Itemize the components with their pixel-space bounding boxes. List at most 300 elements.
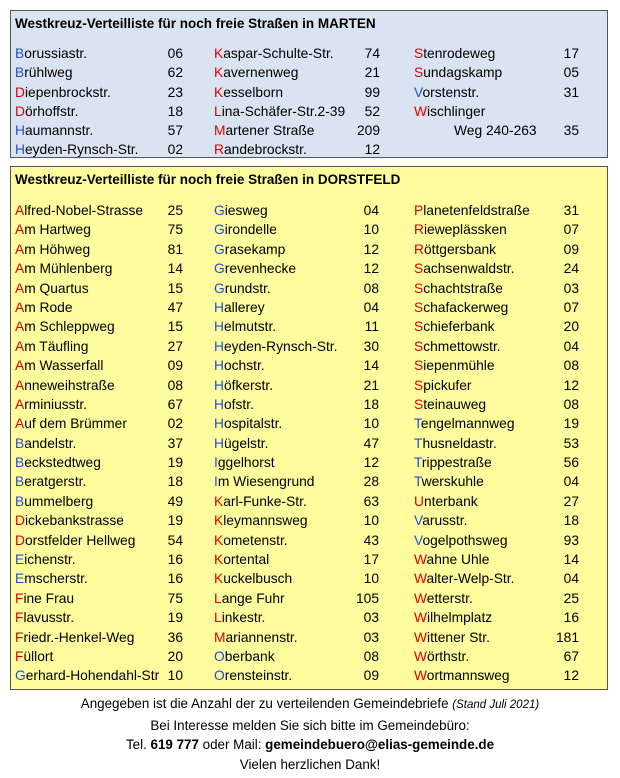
street-initial: A xyxy=(15,280,25,296)
street-count: 04 xyxy=(363,299,379,315)
street-count: 20 xyxy=(563,319,579,335)
street-row xyxy=(15,376,183,395)
street-initial: S xyxy=(414,261,424,277)
street-initial: H xyxy=(214,319,224,335)
street-initial: H xyxy=(214,377,224,393)
street-name: Mariannenstr. xyxy=(214,629,298,645)
street-name: Unterbank xyxy=(414,493,478,509)
street-initial: S xyxy=(414,358,424,374)
street-name: Weg 240-263 xyxy=(454,123,537,139)
street-row xyxy=(15,608,183,627)
street-row xyxy=(15,414,183,433)
street-name: Emscherstr. xyxy=(15,571,88,587)
street-initial: F xyxy=(15,629,24,645)
footer-count-note: Angegeben ist die Anzahl der zu verteilenden Gemeindebriefe xyxy=(80,696,453,711)
street-row xyxy=(15,589,183,608)
street-name: Randebrockstr. xyxy=(214,142,307,158)
street-count: 56 xyxy=(563,455,579,471)
street-count: 67 xyxy=(167,396,183,412)
street-row xyxy=(414,220,579,239)
street-name: Dickebankstrasse xyxy=(15,513,124,529)
street-row xyxy=(15,279,183,298)
street-count: 12 xyxy=(563,668,579,684)
street-initial: H xyxy=(214,396,224,412)
street-name: Hospitalstr. xyxy=(214,416,283,432)
street-count: 36 xyxy=(167,629,183,645)
street-count: 09 xyxy=(167,358,183,374)
street-initial: F xyxy=(15,610,24,626)
street-name: Am Mühlenberg xyxy=(15,261,113,277)
street-initial: B xyxy=(15,46,25,61)
street-name: Kometenstr. xyxy=(214,532,288,548)
street-count: 181 xyxy=(555,629,579,645)
street-count: 15 xyxy=(167,280,183,296)
street-initial: H xyxy=(214,358,224,374)
street-row xyxy=(214,201,379,220)
street-row xyxy=(214,395,379,414)
street-count: 18 xyxy=(363,396,379,412)
footer-tel-label: Tel. xyxy=(125,737,151,752)
street-initial: V xyxy=(414,84,423,100)
street-row xyxy=(214,492,379,511)
street-initial: A xyxy=(15,377,25,393)
street-name: Röttgersbank xyxy=(414,241,497,257)
street-row xyxy=(214,453,379,472)
street-name: Hallerey xyxy=(214,299,265,315)
street-name: Bummelberg xyxy=(15,493,94,509)
street-count: 47 xyxy=(363,435,379,451)
street-name: Martener Straße xyxy=(214,123,315,139)
street-name: Wortmannsweg xyxy=(414,668,510,684)
street-count: 27 xyxy=(167,338,183,354)
street-count: 18 xyxy=(563,513,579,529)
street-name: Vogelpothsweg xyxy=(414,532,508,548)
street-count: 12 xyxy=(363,455,379,471)
street-name: Haumannstr. xyxy=(15,123,94,139)
street-initial: B xyxy=(15,474,25,490)
street-count: 31 xyxy=(563,203,579,218)
street-name: Siepenmühle xyxy=(414,358,495,374)
street-initial: I xyxy=(214,455,218,471)
street-initial: W xyxy=(414,103,428,119)
street-row xyxy=(214,472,379,491)
street-row xyxy=(214,298,379,317)
street-initial: F xyxy=(15,590,24,606)
street-row xyxy=(414,83,579,102)
street-initial: S xyxy=(414,377,424,393)
footer-line-4: Vielen herzlichen Dank! xyxy=(239,756,381,772)
street-initial: S xyxy=(414,46,424,61)
street-count: 67 xyxy=(563,648,579,664)
street-name: Lina-Schäfer-Str.2-39 xyxy=(214,103,346,119)
street-name: Wetterstr. xyxy=(414,590,473,606)
street-count: 43 xyxy=(363,532,379,548)
street-name: Tengelmannweg xyxy=(414,416,515,432)
street-initial: A xyxy=(15,241,25,257)
street-row xyxy=(214,569,379,588)
street-initial: T xyxy=(414,474,422,490)
street-name: Varusstr. xyxy=(414,513,468,529)
marten-street-list xyxy=(10,10,608,158)
street-count: 15 xyxy=(167,319,183,335)
street-count: 09 xyxy=(363,668,379,684)
street-row xyxy=(414,569,579,588)
marten-column-3 xyxy=(414,44,579,140)
street-name: Dorstfelder Hellweg xyxy=(15,532,136,548)
street-row xyxy=(214,628,379,647)
street-count: 03 xyxy=(363,610,379,626)
street-initial: A xyxy=(15,416,25,432)
street-name: Schieferbank xyxy=(414,319,495,335)
street-row xyxy=(214,356,379,375)
street-name: Wilhelmplatz xyxy=(414,610,493,626)
street-row xyxy=(214,121,380,140)
street-name: Vorstenstr. xyxy=(414,84,480,100)
street-count: 74 xyxy=(364,46,380,61)
street-row xyxy=(414,240,579,259)
street-name: Wahne Uhle xyxy=(414,552,490,568)
street-name: Grasekamp xyxy=(214,241,286,257)
street-count: 24 xyxy=(563,261,579,277)
street-count: 08 xyxy=(167,377,183,393)
street-count: 52 xyxy=(364,103,380,119)
street-count: 02 xyxy=(167,142,183,158)
street-row xyxy=(414,511,579,530)
street-row xyxy=(414,63,579,82)
street-count: 30 xyxy=(363,338,379,354)
street-count: 04 xyxy=(363,203,379,218)
street-name: Lange Fuhr xyxy=(214,590,285,606)
street-initial: R xyxy=(414,241,424,257)
street-count: 19 xyxy=(563,416,579,432)
street-row xyxy=(414,647,579,666)
footer-line-2: Bei Interesse melden Sie sich bitte im Gemeindebüro: xyxy=(150,717,470,733)
street-name: Beratgerstr. xyxy=(15,474,87,490)
street-row xyxy=(214,259,379,278)
street-count: 47 xyxy=(167,299,183,315)
street-name: Füllort xyxy=(15,648,54,664)
street-name: Eichenstr. xyxy=(15,552,76,568)
street-initial: A xyxy=(15,396,25,412)
street-count: 37 xyxy=(167,435,183,451)
street-count: 93 xyxy=(563,532,579,548)
street-count: 05 xyxy=(563,65,579,81)
street-row xyxy=(214,414,379,433)
street-count: 03 xyxy=(563,280,579,296)
marten-title: Westkreuz-Verteilliste für noch freie Straßen in MARTEN xyxy=(15,16,376,31)
street-initial: H xyxy=(15,142,25,158)
street-name: Kavernenweg xyxy=(214,65,299,81)
street-initial: W xyxy=(414,629,428,645)
street-row xyxy=(15,550,183,569)
street-count: 10 xyxy=(363,416,379,432)
street-initial: W xyxy=(414,648,428,664)
street-row xyxy=(414,666,579,685)
street-initial: K xyxy=(214,65,224,81)
marten-column-2 xyxy=(214,44,380,160)
street-name: Arminiusstr. xyxy=(15,396,88,412)
street-row xyxy=(414,434,579,453)
street-count: 25 xyxy=(167,203,183,218)
street-row xyxy=(414,201,579,220)
street-initial: B xyxy=(15,455,25,471)
street-count: 03 xyxy=(363,629,379,645)
street-count: 02 xyxy=(167,416,183,432)
street-row xyxy=(414,298,579,317)
street-row xyxy=(214,44,380,63)
street-name: Walter-Welp-Str. xyxy=(414,571,515,587)
dorstfeld-column-1 xyxy=(15,201,183,686)
street-initial: S xyxy=(414,299,424,315)
street-initial: L xyxy=(214,103,222,119)
street-count: 11 xyxy=(364,319,379,335)
footer-email: gemeindebuero@elias-gemeinde.de xyxy=(265,737,495,752)
street-name: Girondelle xyxy=(214,222,277,238)
street-row xyxy=(15,356,183,375)
street-row xyxy=(15,647,183,666)
street-count: 209 xyxy=(356,123,380,139)
street-initial: F xyxy=(15,648,24,664)
street-name: Alfred-Nobel-Strasse xyxy=(15,203,144,218)
street-count: 10 xyxy=(363,513,379,529)
street-row xyxy=(214,511,379,530)
street-count: 06 xyxy=(167,46,183,61)
street-row xyxy=(214,608,379,627)
street-count: 10 xyxy=(363,571,379,587)
street-row xyxy=(15,531,183,550)
street-name: Am Quartus xyxy=(15,280,89,296)
street-initial: H xyxy=(15,123,25,139)
street-initial: D xyxy=(15,103,25,119)
street-row xyxy=(15,337,183,356)
street-initial: W xyxy=(414,552,427,568)
street-row xyxy=(214,666,379,685)
street-row xyxy=(15,259,183,278)
street-row xyxy=(15,434,183,453)
street-name: Stenrodeweg xyxy=(414,46,496,61)
street-name: Heyden-Rynsch-Str. xyxy=(214,338,338,354)
street-row xyxy=(15,511,183,530)
street-initial: M xyxy=(214,123,226,139)
street-row xyxy=(214,83,380,102)
street-row xyxy=(414,44,579,63)
street-name: Heyden-Rynsch-Str. xyxy=(15,142,139,158)
street-name: Iggelhorst xyxy=(214,455,275,471)
street-initial: H xyxy=(214,416,224,432)
street-row xyxy=(15,220,183,239)
street-name: Gerhard-Hohendahl-Str xyxy=(15,668,160,684)
street-initial: A xyxy=(15,299,25,315)
street-name: Hofstr. xyxy=(214,396,254,412)
street-initial: R xyxy=(214,142,224,158)
street-count: 53 xyxy=(563,435,579,451)
street-name: Am Hartweg xyxy=(15,222,91,238)
street-row xyxy=(214,63,380,82)
street-initial: A xyxy=(15,222,25,238)
street-row xyxy=(15,140,183,159)
street-row xyxy=(214,140,380,159)
street-count: 81 xyxy=(167,241,183,257)
street-initial: K xyxy=(214,513,224,529)
street-count: 16 xyxy=(167,571,183,587)
street-initial: G xyxy=(214,280,225,296)
footer-line-3 xyxy=(0,735,620,755)
street-count: 35 xyxy=(563,123,579,139)
street-name: Schachtstraße xyxy=(414,280,503,296)
street-name: Steinauweg xyxy=(414,396,487,412)
street-row xyxy=(15,102,183,121)
street-name: Planetenfeldstraße xyxy=(414,203,530,218)
street-count: 23 xyxy=(167,84,183,100)
street-name: Wörthstr. xyxy=(414,648,470,664)
street-row xyxy=(214,550,379,569)
street-count: 19 xyxy=(167,610,183,626)
street-row xyxy=(414,376,579,395)
street-initial: B xyxy=(15,65,25,81)
street-initial: D xyxy=(15,532,25,548)
street-name: Sachsenwaldstr. xyxy=(414,261,515,277)
street-initial: U xyxy=(414,493,424,509)
street-count: 07 xyxy=(563,222,579,238)
street-count: 75 xyxy=(167,590,183,606)
street-initial: K xyxy=(214,493,224,509)
street-count: 08 xyxy=(563,396,579,412)
street-name: Flavusstr. xyxy=(15,610,75,626)
street-name: Linkestr. xyxy=(214,610,266,626)
street-row xyxy=(15,121,183,140)
street-count: 21 xyxy=(363,377,379,393)
street-name: Am Höhweg xyxy=(15,241,91,257)
street-initial: E xyxy=(15,552,25,568)
street-initial: T xyxy=(414,455,422,471)
street-count: 27 xyxy=(563,493,579,509)
street-row xyxy=(414,279,579,298)
street-count: 25 xyxy=(563,590,579,606)
street-row xyxy=(214,376,379,395)
street-count: 09 xyxy=(563,241,579,257)
street-name: Giesweg xyxy=(214,203,268,218)
street-count: 12 xyxy=(563,377,579,393)
street-name: Kesselborn xyxy=(214,84,284,100)
street-initial: T xyxy=(414,416,421,432)
street-initial: S xyxy=(414,396,424,412)
street-initial: G xyxy=(214,222,225,238)
street-row xyxy=(414,453,579,472)
street-row xyxy=(15,298,183,317)
street-count: 105 xyxy=(355,590,379,606)
street-count: 10 xyxy=(167,668,183,684)
street-name: Friedr.-Henkel-Weg xyxy=(15,629,135,645)
street-row xyxy=(15,666,183,685)
street-count: 07 xyxy=(563,299,579,315)
street-row xyxy=(214,337,379,356)
street-row xyxy=(414,356,579,375)
street-count: 20 xyxy=(167,648,183,664)
street-row xyxy=(15,472,183,491)
street-name: Fine Frau xyxy=(15,590,75,606)
street-initial: K xyxy=(214,571,224,587)
street-name: Hochstr. xyxy=(214,358,265,374)
street-row xyxy=(214,220,379,239)
street-name: Kortental xyxy=(214,552,270,568)
street-name: Schmettowstr. xyxy=(414,338,501,354)
footer-status-date: (Stand Juli 2021) xyxy=(452,699,540,711)
street-count: 12 xyxy=(364,142,380,158)
street-initial: W xyxy=(414,610,428,626)
street-initial: I xyxy=(214,474,218,490)
street-count: 16 xyxy=(563,610,579,626)
street-count: 19 xyxy=(167,513,183,529)
street-row xyxy=(414,317,579,336)
street-initial: S xyxy=(414,338,424,354)
street-name: Rieweplässken xyxy=(414,222,507,238)
street-row xyxy=(414,337,579,356)
street-initial: B xyxy=(15,435,25,451)
street-row xyxy=(414,259,579,278)
dorstfeld-title: Westkreuz-Verteilliste für noch freie Straßen in DORSTFELD xyxy=(15,172,401,187)
street-initial: V xyxy=(414,532,423,548)
street-initial: G xyxy=(15,668,26,684)
street-initial: T xyxy=(414,435,423,451)
street-name: Kuckelbusch xyxy=(214,571,293,587)
street-count: 57 xyxy=(167,123,183,139)
street-name: Thusneldastr. xyxy=(414,435,497,451)
dorstfeld-column-2 xyxy=(214,201,379,686)
street-initial: B xyxy=(15,493,25,509)
street-row xyxy=(414,492,579,511)
street-count: 04 xyxy=(563,571,579,587)
street-name: Spickufer xyxy=(414,377,472,393)
street-count: 28 xyxy=(363,474,379,490)
street-initial: A xyxy=(15,358,25,374)
street-row xyxy=(15,395,183,414)
street-count: 12 xyxy=(363,261,379,277)
street-count: 12 xyxy=(363,241,379,257)
street-count: 10 xyxy=(363,222,379,238)
street-row xyxy=(214,102,380,121)
street-name: Borussiastr. xyxy=(15,46,88,61)
street-row xyxy=(414,608,579,627)
street-initial: K xyxy=(214,84,224,100)
street-name: Helmutstr. xyxy=(214,319,277,335)
street-row xyxy=(414,395,579,414)
footer-note xyxy=(0,694,620,774)
street-name: Grundstr. xyxy=(214,280,271,296)
street-name: Höfkerstr. xyxy=(214,377,274,393)
street-initial: V xyxy=(414,513,423,529)
street-initial: E xyxy=(15,571,25,587)
street-count: 17 xyxy=(563,46,579,61)
street-count: 08 xyxy=(363,648,379,664)
street-name: Am Wasserfall xyxy=(15,358,104,374)
street-row xyxy=(15,317,183,336)
street-initial: K xyxy=(214,46,224,61)
street-row xyxy=(15,628,183,647)
street-initial: W xyxy=(414,668,427,684)
street-count: 75 xyxy=(167,222,183,238)
street-row xyxy=(214,531,379,550)
street-initial: S xyxy=(414,319,424,335)
street-count: 18 xyxy=(167,103,183,119)
street-initial: K xyxy=(214,532,224,548)
dorstfeld-street-list xyxy=(10,166,608,690)
street-initial: W xyxy=(414,590,427,606)
street-row xyxy=(414,472,579,491)
street-initial: H xyxy=(214,435,224,451)
street-count: 99 xyxy=(364,84,380,100)
street-row xyxy=(414,531,579,550)
street-initial: H xyxy=(214,299,224,315)
